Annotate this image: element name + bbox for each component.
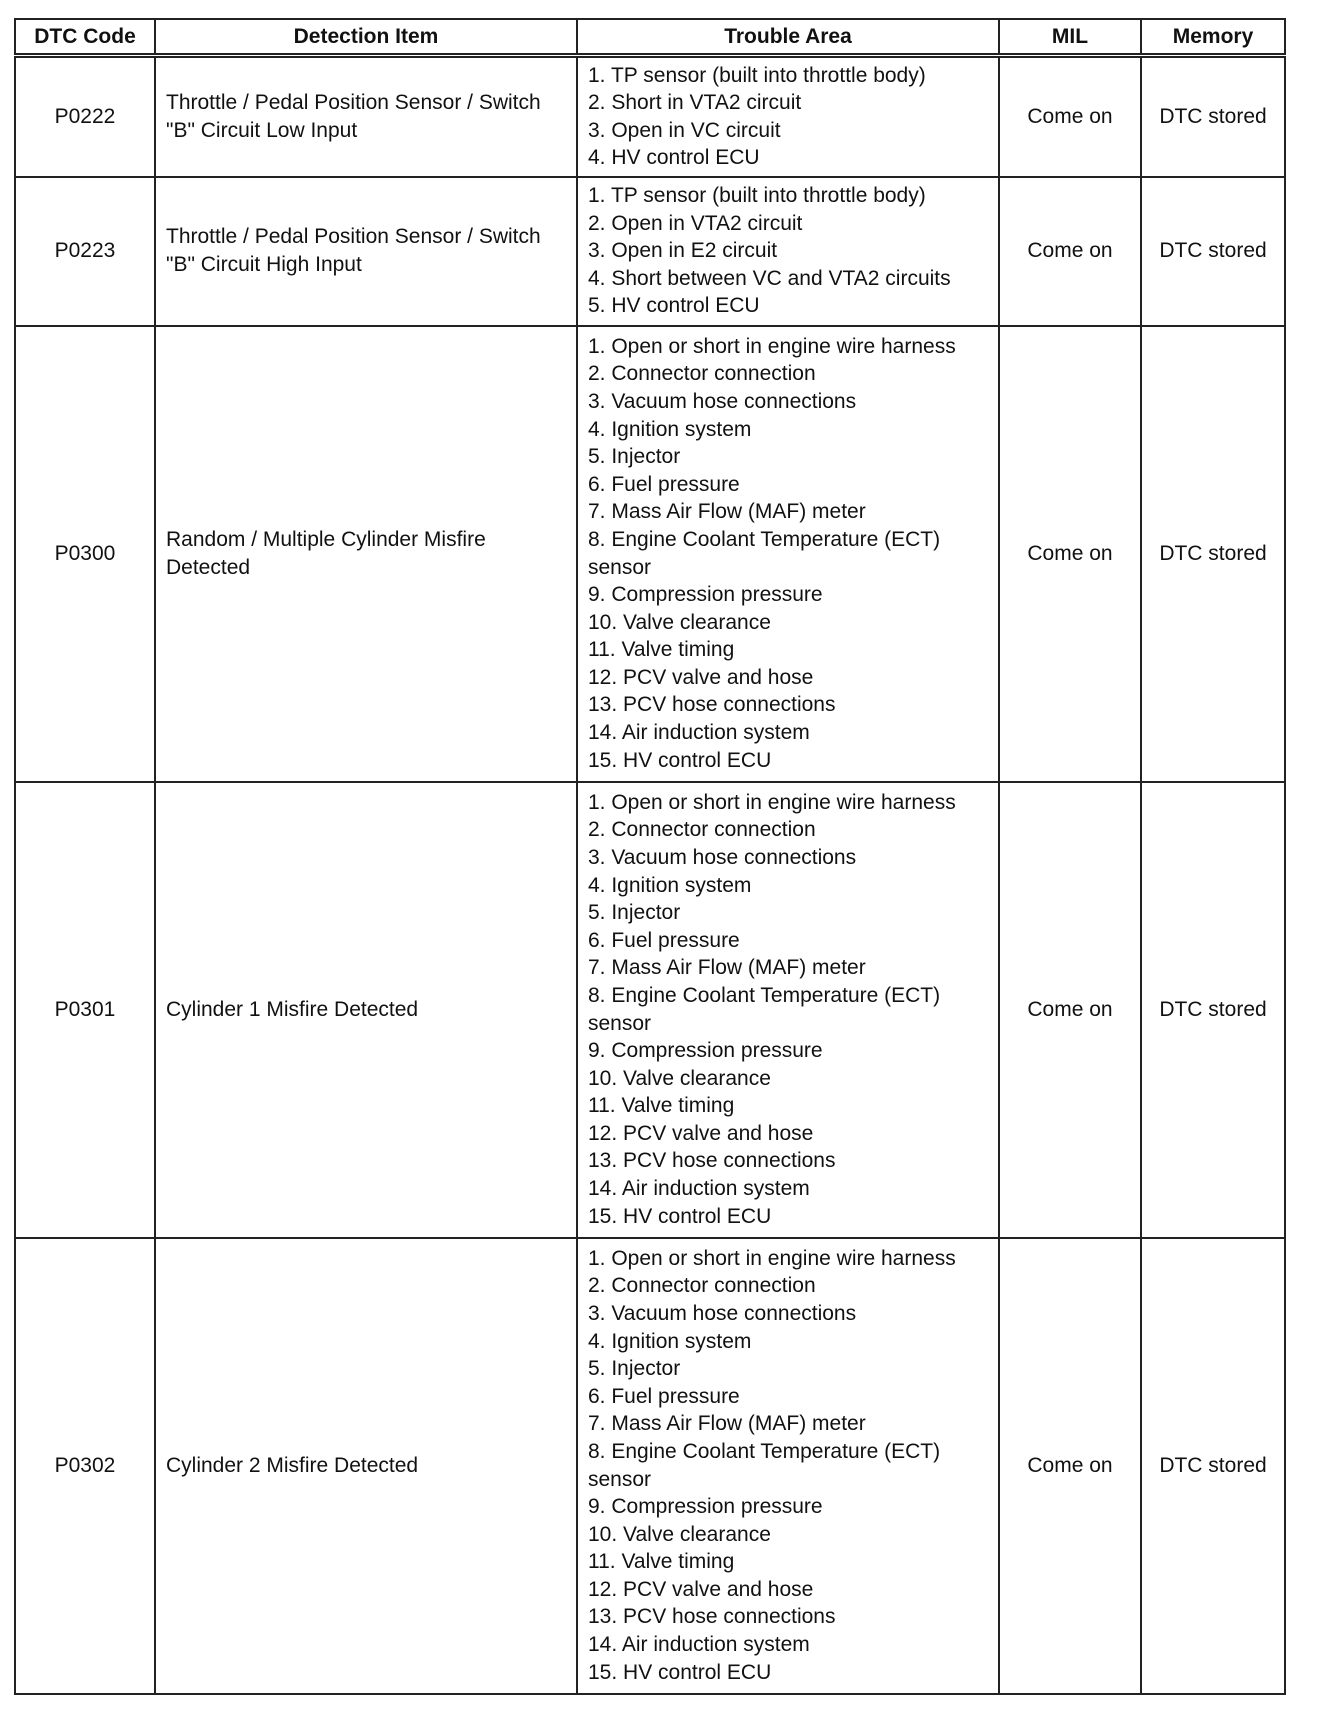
trouble-area-item: 2. Open in VTA2 circuit (588, 211, 803, 235)
table-header-row (15, 19, 1285, 56)
dtc-code-cell: P0302 (15, 1238, 155, 1694)
detection-item-cell: Cylinder 2 Misfire Detected (155, 1238, 577, 1694)
trouble-area-item: 1. Open or short in engine wire harness (588, 334, 956, 358)
trouble-area-item: 6. Fuel pressure (588, 472, 740, 496)
trouble-area-item: 9. Compression pressure (588, 1039, 823, 1063)
trouble-area-item: 4. Ignition system (588, 873, 752, 897)
trouble-area-item: 11. Valve timing (588, 1094, 735, 1118)
dtc-table (14, 18, 1286, 1695)
trouble-area-item: 11. Valve timing (588, 638, 735, 662)
trouble-area-item: 4. Short between VC and VTA2 circuits (588, 266, 951, 290)
trouble-area-item: 15. HV control ECU (588, 748, 772, 772)
trouble-area-list (588, 789, 992, 1231)
header-mil: MIL (999, 19, 1141, 56)
table-row (15, 177, 1285, 326)
detection-item-cell: Random / Multiple Cylinder Misfire Detected (155, 326, 577, 782)
trouble-area-item: 1. TP sensor (built into throttle body) (588, 184, 926, 208)
trouble-area-item: 13. PCV hose connections (588, 693, 836, 717)
mil-cell: Come on (999, 326, 1141, 782)
mil-cell: Come on (999, 177, 1141, 326)
trouble-area-item: 13. PCV hose connections (588, 1149, 836, 1173)
trouble-area-cell (577, 326, 999, 782)
detection-item-cell: Cylinder 1 Misfire Detected (155, 782, 577, 1238)
trouble-area-item: 9. Compression pressure (588, 583, 823, 607)
trouble-area-list (588, 1245, 992, 1687)
table-body (15, 56, 1285, 1694)
trouble-area-item: 5. Injector (588, 901, 681, 925)
mil-cell: Come on (999, 56, 1141, 177)
trouble-area-item: 14. Air induction system (588, 721, 810, 745)
trouble-area-item: 7. Mass Air Flow (MAF) meter (588, 1412, 866, 1436)
trouble-area-item: 15. HV control ECU (588, 1204, 772, 1228)
header-trouble-area: Trouble Area (577, 19, 999, 56)
detection-item-cell: Throttle / Pedal Position Sensor / Switch "B" Circuit Low Input (155, 56, 577, 177)
trouble-area-item: 5. Injector (588, 1357, 681, 1381)
dtc-code-cell: P0222 (15, 56, 155, 177)
trouble-area-item: 5. HV control ECU (588, 294, 760, 318)
trouble-area-item: 6. Fuel pressure (588, 1384, 740, 1408)
table-row (15, 56, 1285, 177)
table-row (15, 1238, 1285, 1694)
trouble-area-item: 3. Open in VC circuit (588, 118, 781, 142)
trouble-area-item: 2. Connector connection (588, 1274, 816, 1298)
trouble-area-item: 4. Ignition system (588, 1329, 752, 1353)
mil-cell: Come on (999, 782, 1141, 1238)
trouble-area-item: 14. Air induction system (588, 1633, 810, 1657)
trouble-area-list (588, 182, 992, 320)
dtc-code-cell: P0301 (15, 782, 155, 1238)
header-memory: Memory (1141, 19, 1285, 56)
trouble-area-item: 6. Fuel pressure (588, 928, 740, 952)
trouble-area-cell (577, 177, 999, 326)
memory-cell: DTC stored (1141, 177, 1285, 326)
memory-cell: DTC stored (1141, 56, 1285, 177)
trouble-area-list (588, 62, 992, 172)
trouble-area-item: 8. Engine Coolant Temperature (ECT) sensor (588, 527, 941, 579)
trouble-area-item: 4. Ignition system (588, 417, 752, 441)
trouble-area-item: 2. Connector connection (588, 362, 816, 386)
detection-item-cell: Throttle / Pedal Position Sensor / Switch "B" Circuit High Input (155, 177, 577, 326)
trouble-area-cell (577, 1238, 999, 1694)
trouble-area-item: 11. Valve timing (588, 1550, 735, 1574)
trouble-area-item: 1. TP sensor (built into throttle body) (588, 63, 926, 87)
trouble-area-item: 2. Short in VTA2 circuit (588, 91, 802, 115)
trouble-area-item: 2. Connector connection (588, 818, 816, 842)
trouble-area-item: 3. Vacuum hose connections (588, 845, 857, 869)
trouble-area-item: 1. Open or short in engine wire harness (588, 1246, 956, 1270)
memory-cell: DTC stored (1141, 326, 1285, 782)
trouble-area-item: 4. HV control ECU (588, 146, 760, 170)
trouble-area-item: 3. Vacuum hose connections (588, 1301, 857, 1325)
mil-cell: Come on (999, 1238, 1141, 1694)
trouble-area-item: 8. Engine Coolant Temperature (ECT) sensor (588, 983, 941, 1035)
trouble-area-item: 3. Open in E2 circuit (588, 239, 778, 263)
trouble-area-item: 10. Valve clearance (588, 1522, 771, 1546)
trouble-area-item: 12. PCV valve and hose (588, 665, 814, 689)
trouble-area-item: 12. PCV valve and hose (588, 1577, 814, 1601)
dtc-code-cell: P0223 (15, 177, 155, 326)
trouble-area-cell (577, 56, 999, 177)
trouble-area-item: 7. Mass Air Flow (MAF) meter (588, 956, 866, 980)
header-dtc-code: DTC Code (15, 19, 155, 56)
trouble-area-item: 7. Mass Air Flow (MAF) meter (588, 500, 866, 524)
dtc-code-cell: P0300 (15, 326, 155, 782)
trouble-area-item: 10. Valve clearance (588, 1066, 771, 1090)
trouble-area-item: 9. Compression pressure (588, 1495, 823, 1519)
table-row (15, 326, 1285, 782)
trouble-area-item: 3. Vacuum hose connections (588, 389, 857, 413)
trouble-area-item: 5. Injector (588, 445, 681, 469)
trouble-area-cell (577, 782, 999, 1238)
header-detection-item: Detection Item (155, 19, 577, 56)
trouble-area-item: 1. Open or short in engine wire harness (588, 790, 956, 814)
table-row (15, 782, 1285, 1238)
trouble-area-list (588, 333, 992, 775)
trouble-area-item: 14. Air induction system (588, 1177, 810, 1201)
trouble-area-item: 12. PCV valve and hose (588, 1121, 814, 1145)
memory-cell: DTC stored (1141, 782, 1285, 1238)
trouble-area-item: 15. HV control ECU (588, 1660, 772, 1684)
trouble-area-item: 13. PCV hose connections (588, 1605, 836, 1629)
memory-cell: DTC stored (1141, 1238, 1285, 1694)
trouble-area-item: 8. Engine Coolant Temperature (ECT) sensor (588, 1439, 941, 1491)
trouble-area-item: 10. Valve clearance (588, 610, 771, 634)
